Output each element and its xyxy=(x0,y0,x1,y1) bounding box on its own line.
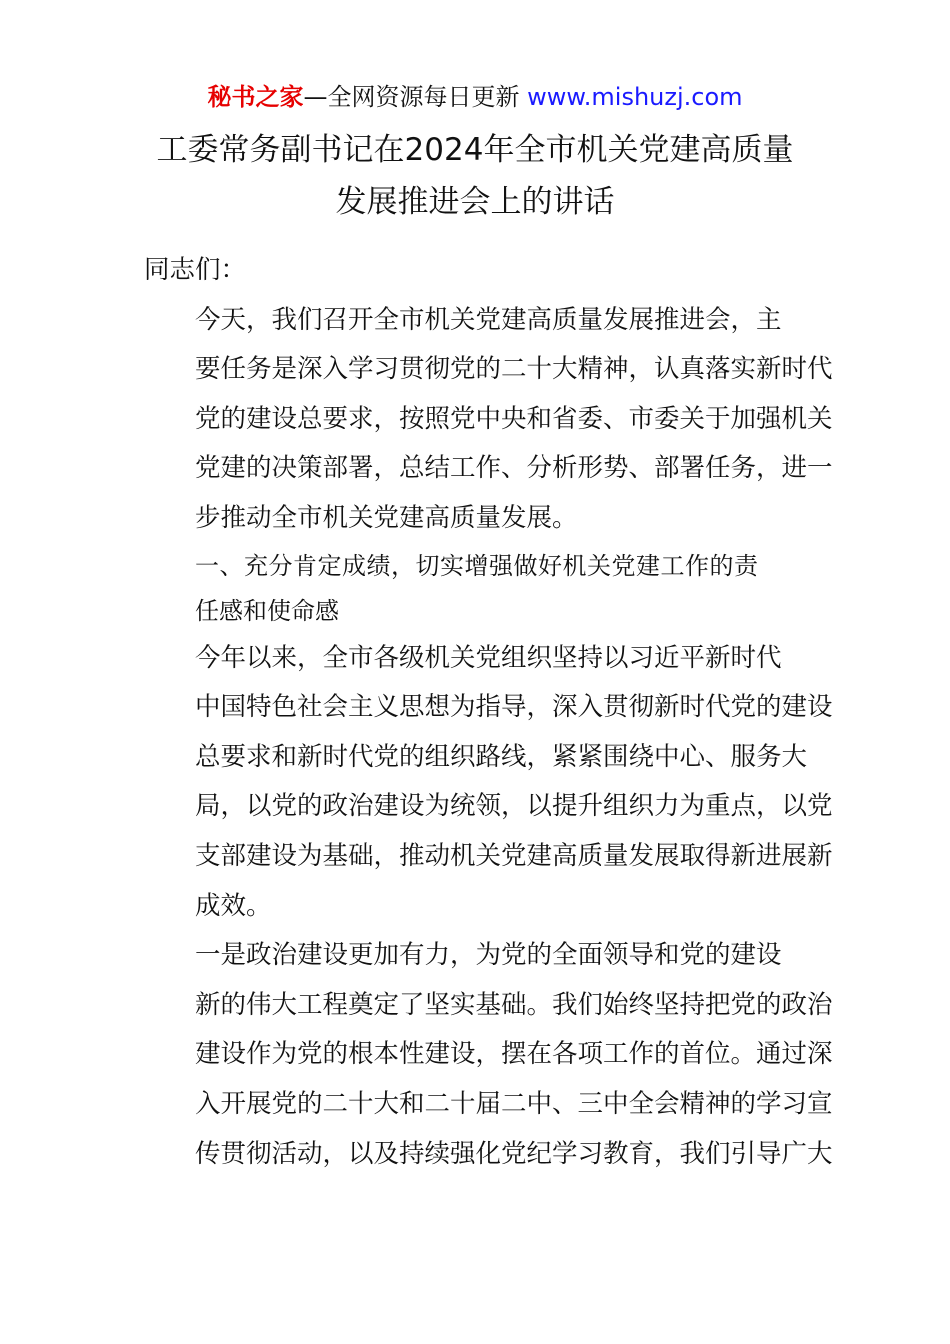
text-line: 总要求和新时代党的组织路线，紧紧围绕中心、服务大 xyxy=(195,741,808,772)
site-tagline: —全网资源每日更新 xyxy=(303,83,520,111)
title-line-1: 工委常务副书记在2024年全市机关党建高质量 xyxy=(156,132,794,168)
text-line: 党建的决策部署，总结工作、分析形势、部署任务，进一 xyxy=(195,453,833,484)
document-title xyxy=(80,124,870,228)
text-line: 步推动全市机关党建高质量发展。 xyxy=(195,502,578,533)
heading-line: 一、充分肯定成绩，切实增强做好机关党建工作的责 xyxy=(195,551,759,580)
text-line: 传贯彻活动，以及持续强化党纪学习教育，我们引导广大 xyxy=(195,1138,833,1169)
text-line: 一是政治建设更加有力，为党的全面领导和党的建设 xyxy=(195,940,782,971)
title-line-2: 发展推进会上的讲话 xyxy=(335,184,615,220)
site-brand: 秘书之家 xyxy=(207,83,304,111)
text-line: 今天，我们召开全市机关党建高质量发展推进会，主 xyxy=(195,304,782,335)
text-line: 党的建设总要求，按照党中央和省委、市委关于加强机关 xyxy=(195,403,833,434)
text-line: 入开展党的二十大和二十届二中、三中全会精神的学习宣 xyxy=(195,1088,833,1119)
text-line: 中国特色社会主义思想为指导，深入贯彻新时代党的建设 xyxy=(195,692,833,723)
site-url-link[interactable]: www.mishuzj.com xyxy=(527,83,743,111)
document-body xyxy=(144,246,833,1179)
site-header xyxy=(0,80,950,114)
paragraph-achievements xyxy=(144,634,833,932)
text-line: 支部建设为基础，推动机关党建高质量发展取得新进展新 xyxy=(195,840,833,871)
text-line: 成效。 xyxy=(195,890,272,921)
text-line: 建设作为党的根本性建设，摆在各项工作的首位。通过深 xyxy=(195,1039,833,1070)
text-line: 局，以党的政治建设为统领，以提升组织力为重点，以党 xyxy=(195,791,833,822)
text-line: 要任务是深入学习贯彻党的二十大精神，认真落实新时代 xyxy=(195,354,833,385)
paragraph-intro xyxy=(144,296,833,544)
heading-line: 任感和使命感 xyxy=(195,596,339,625)
section-heading-1 xyxy=(144,544,812,634)
salutation: 同志们： xyxy=(144,255,247,285)
text-line: 新的伟大工程奠定了坚实基础。我们始终坚持把党的政治 xyxy=(195,989,833,1020)
text-line: 今年以来，全市各级机关党组织坚持以习近平新时代 xyxy=(195,642,782,673)
paragraph-political-building xyxy=(144,931,833,1179)
